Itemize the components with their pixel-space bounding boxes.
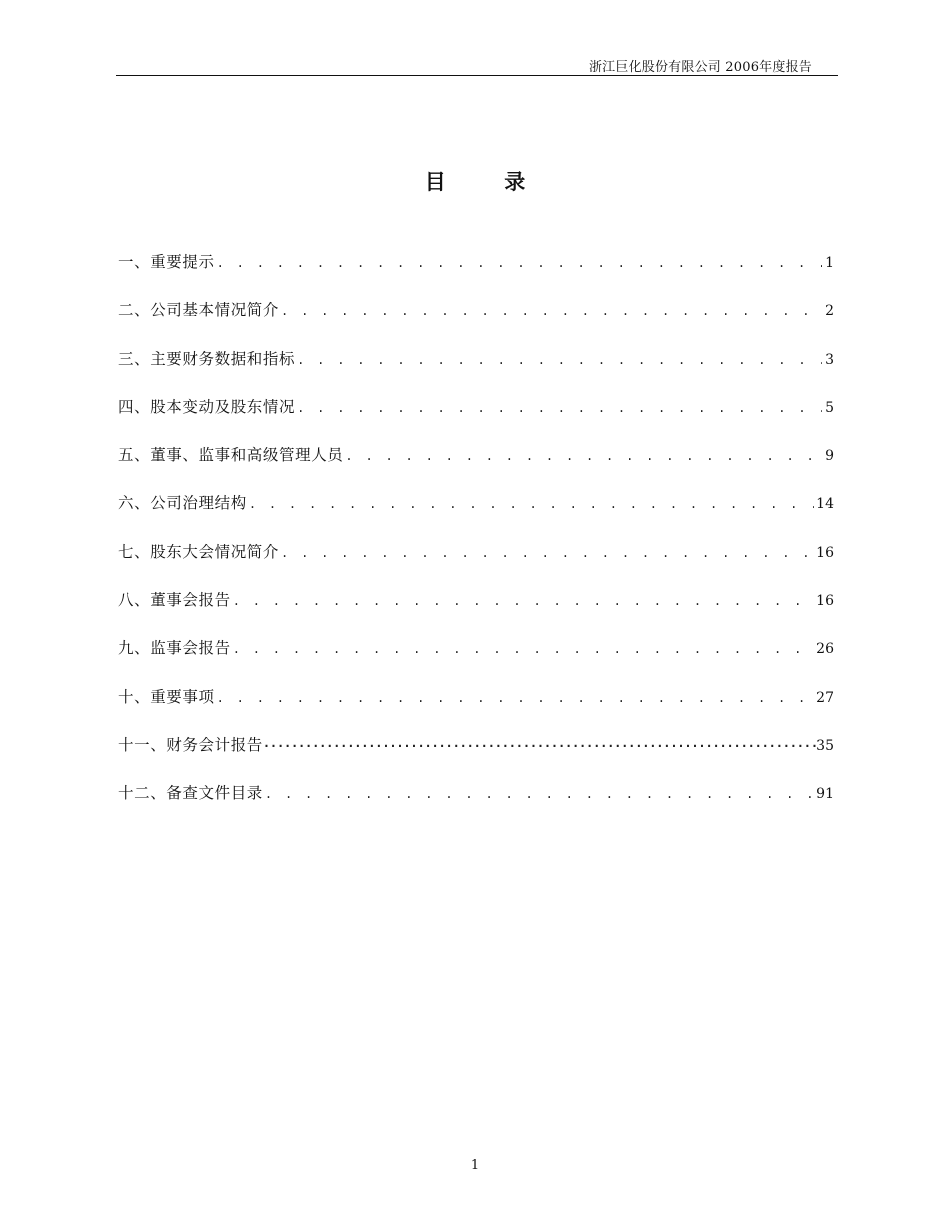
dot-leader: [297, 401, 822, 415]
toc-entry-share-changes[interactable]: [118, 395, 834, 443]
toc-entry-significant-events[interactable]: [118, 685, 834, 733]
toc-entry-label: 八、董事会报告: [118, 591, 231, 610]
toc-entry-company-profile[interactable]: [118, 298, 834, 346]
toc-entry-label: 七、股东大会情况简介: [118, 542, 280, 561]
dot-leader: [263, 739, 816, 753]
toc-entry-page: 91: [816, 786, 834, 803]
dot-leader: [233, 594, 814, 608]
toc-entry-label: 二、公司基本情况简介: [118, 301, 280, 320]
toc-entry-page: 27: [816, 689, 834, 706]
dot-leader: [345, 449, 822, 463]
toc-entry-label: 六、公司治理结构: [118, 494, 247, 513]
toc-entry-page: 3: [825, 351, 834, 368]
toc-entry-page: 16: [816, 593, 834, 610]
toc-title: 目 录: [424, 169, 526, 194]
toc-entry-page: 2: [825, 303, 834, 320]
toc-entry-important-notice[interactable]: [118, 250, 834, 298]
toc-entry-label: 九、监事会报告: [118, 639, 231, 658]
toc-entry-page: 35: [816, 737, 834, 754]
toc-entry-page: 5: [825, 399, 834, 416]
toc-entry-board-report[interactable]: [118, 588, 834, 636]
dot-leader: [297, 353, 822, 367]
toc-entry-page: 14: [816, 496, 834, 513]
toc-entry-label: 三、主要财务数据和指标: [118, 349, 296, 368]
toc-entry-label: 四、股本变动及股东情况: [118, 397, 296, 416]
toc-entry-label: 十一、财务会计报告: [118, 735, 263, 754]
dot-leader: [217, 256, 822, 270]
page-number: 1: [470, 1158, 480, 1173]
toc-entry-label: 十、重要事项: [118, 687, 215, 706]
dot-leader: [217, 691, 815, 705]
dot-leader: [249, 497, 814, 511]
toc-entry-financial-report[interactable]: [118, 733, 834, 781]
toc-entry-page: 9: [825, 448, 834, 465]
toc-entry-page: 1: [825, 255, 834, 271]
dot-leader: [281, 304, 822, 318]
toc-entry-label: 十二、备查文件目录: [118, 784, 263, 803]
toc-entry-supervisory-report[interactable]: [118, 636, 834, 684]
toc-entry-page: 16: [816, 544, 834, 561]
dot-leader: [265, 787, 814, 801]
toc-entry-financial-indicators[interactable]: [118, 347, 834, 395]
toc-entry-shareholder-meetings[interactable]: [118, 540, 834, 588]
toc-entry-page: 26: [816, 641, 834, 658]
dot-leader: [281, 546, 814, 560]
header-rule: [116, 75, 838, 76]
running-header: 浙江巨化股份有限公司 2006年度报告: [588, 60, 812, 75]
table-of-contents: [118, 250, 834, 830]
dot-leader: [233, 642, 814, 656]
toc-entry-corporate-governance[interactable]: [118, 491, 834, 539]
toc-entry-label: 五、董事、监事和高级管理人员: [118, 446, 344, 465]
toc-entry-directors-management[interactable]: [118, 443, 834, 491]
toc-entry-reference-documents[interactable]: [118, 781, 834, 829]
toc-entry-label: 一、重要提示: [118, 253, 215, 271]
